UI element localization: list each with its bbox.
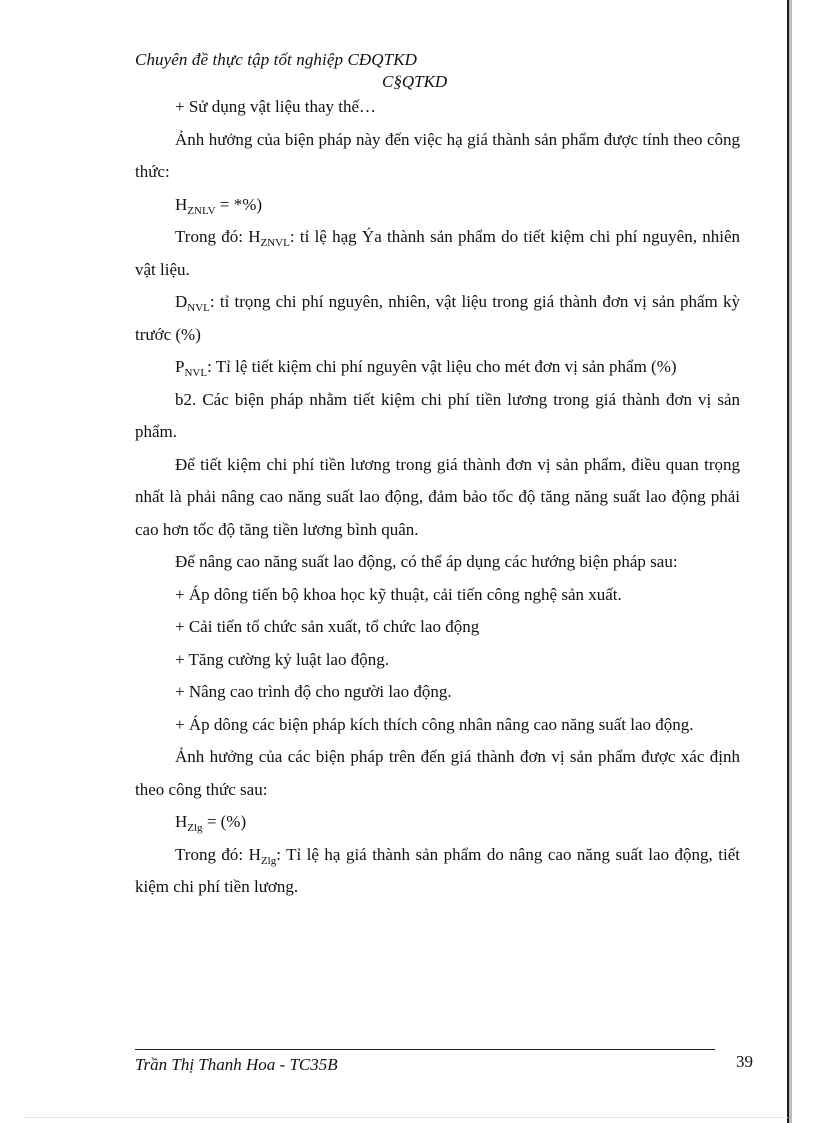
definition-text: : Tỉ lệ tiết kiệm chi phí nguyên vật liệu cho mét đơn vị sản phẩm (%)	[207, 357, 677, 376]
definition-subscript: NVL	[184, 367, 208, 379]
header-subtitle: C§QTKD	[382, 72, 448, 91]
bullet-item: + Tăng cường kỷ luật lao động.	[175, 649, 389, 669]
header-title: Chuyên đề thực tập tốt nghiệp CĐQTKD	[135, 50, 418, 69]
bullet-item: + Cải tiến tổ chức sản xuất, tổ chức lao động	[175, 617, 480, 636]
paragraph-impact-formula-intro: Ảnh hưởng của các biện pháp trên đến giá thành đơn vị sản phẩm được xác định theo công thức sau:	[135, 747, 740, 799]
page-edge-bottom	[25, 1117, 790, 1118]
formula-subscript: ZNLV	[187, 204, 216, 217]
definition-prefix: Trong đó: H	[175, 844, 261, 864]
formula-subscript: Zlg	[187, 822, 203, 834]
definition-prefix: D	[175, 292, 188, 311]
formula-hznlv	[135, 189, 740, 222]
definition-text: : Tỉ lệ hạ giá thành sản phẩm do nâng cao năng suất lao động, tiết kiệm chi phí tiền lương.	[135, 844, 741, 896]
footer-author: Trần Thị Thanh Hoa - TC35B	[135, 1055, 338, 1074]
definition-prefix: Trong đó: H	[175, 227, 261, 246]
definition-prefix: P	[175, 357, 185, 376]
page-shadow	[789, 0, 792, 1123]
bullet-item: + Áp dông các biện pháp kích thích công nhân nâng cao năng suất lao động.	[175, 714, 694, 734]
definition-subscript: NVL	[187, 302, 210, 314]
definition-subscript: Zlg	[260, 854, 277, 867]
footer-divider	[135, 1049, 715, 1050]
formula-body: = (%)	[202, 812, 247, 831]
definition-hzlg	[135, 839, 740, 904]
formula-hzlg	[135, 806, 740, 839]
bullet-item: + Nâng cao trình độ cho người lao động.	[175, 682, 452, 701]
paragraph-impact-intro: Ảnh hưởng của biện pháp này đến việc hạ giá thành sản phẩm được tính theo công thức:	[135, 129, 740, 181]
definition-dnvl	[135, 286, 740, 351]
paragraph-productivity-measures: Để nâng cao năng suất lao động, có thể áp dụng các hướng biện pháp sau:	[175, 552, 678, 571]
formula-body: = *%)	[215, 194, 263, 214]
definition-text: : tỉ lệ hạg Ýa thành sản phẩm do tiết kiệm chi phí nguyên, nhiên vật liệu.	[135, 227, 740, 279]
definition-subscript: ZNVL	[260, 237, 290, 249]
definition-text: : tỉ trọng chi phí nguyên, nhiên, vật liệu trong giá thành đơn vị sản phẩm kỳ trước (%)	[135, 292, 740, 344]
page-number: 39	[736, 1052, 753, 1071]
bullet-item: + Áp dông tiến bộ khoa học kỹ thuật, cải tiến công nghệ sản xuất.	[175, 584, 622, 604]
paragraph-wage-savings: Để tiết kiệm chi phí tiền lương trong giá thành đơn vị sản phẩm, điều quan trọng nhất là phải nâng cao năng suất lao động, đảm bảo tốc độ tăng năng suất lao động phải cao hơn tốc độ tăng tiền lương bình quân.	[135, 454, 740, 539]
document-body	[135, 91, 740, 904]
bullet-substitute-materials: + Sử dụng vật liệu thay thế…	[175, 97, 377, 116]
formula-symbol: H	[175, 194, 188, 214]
section-heading-b2: b2. Các biện pháp nhằm tiết kiệm chi phí tiền lương trong giá thành đơn vị sản phẩm.	[135, 389, 740, 441]
definition-pnvl	[135, 351, 740, 384]
definition-hznvl	[135, 221, 740, 286]
formula-symbol: H	[175, 812, 188, 831]
